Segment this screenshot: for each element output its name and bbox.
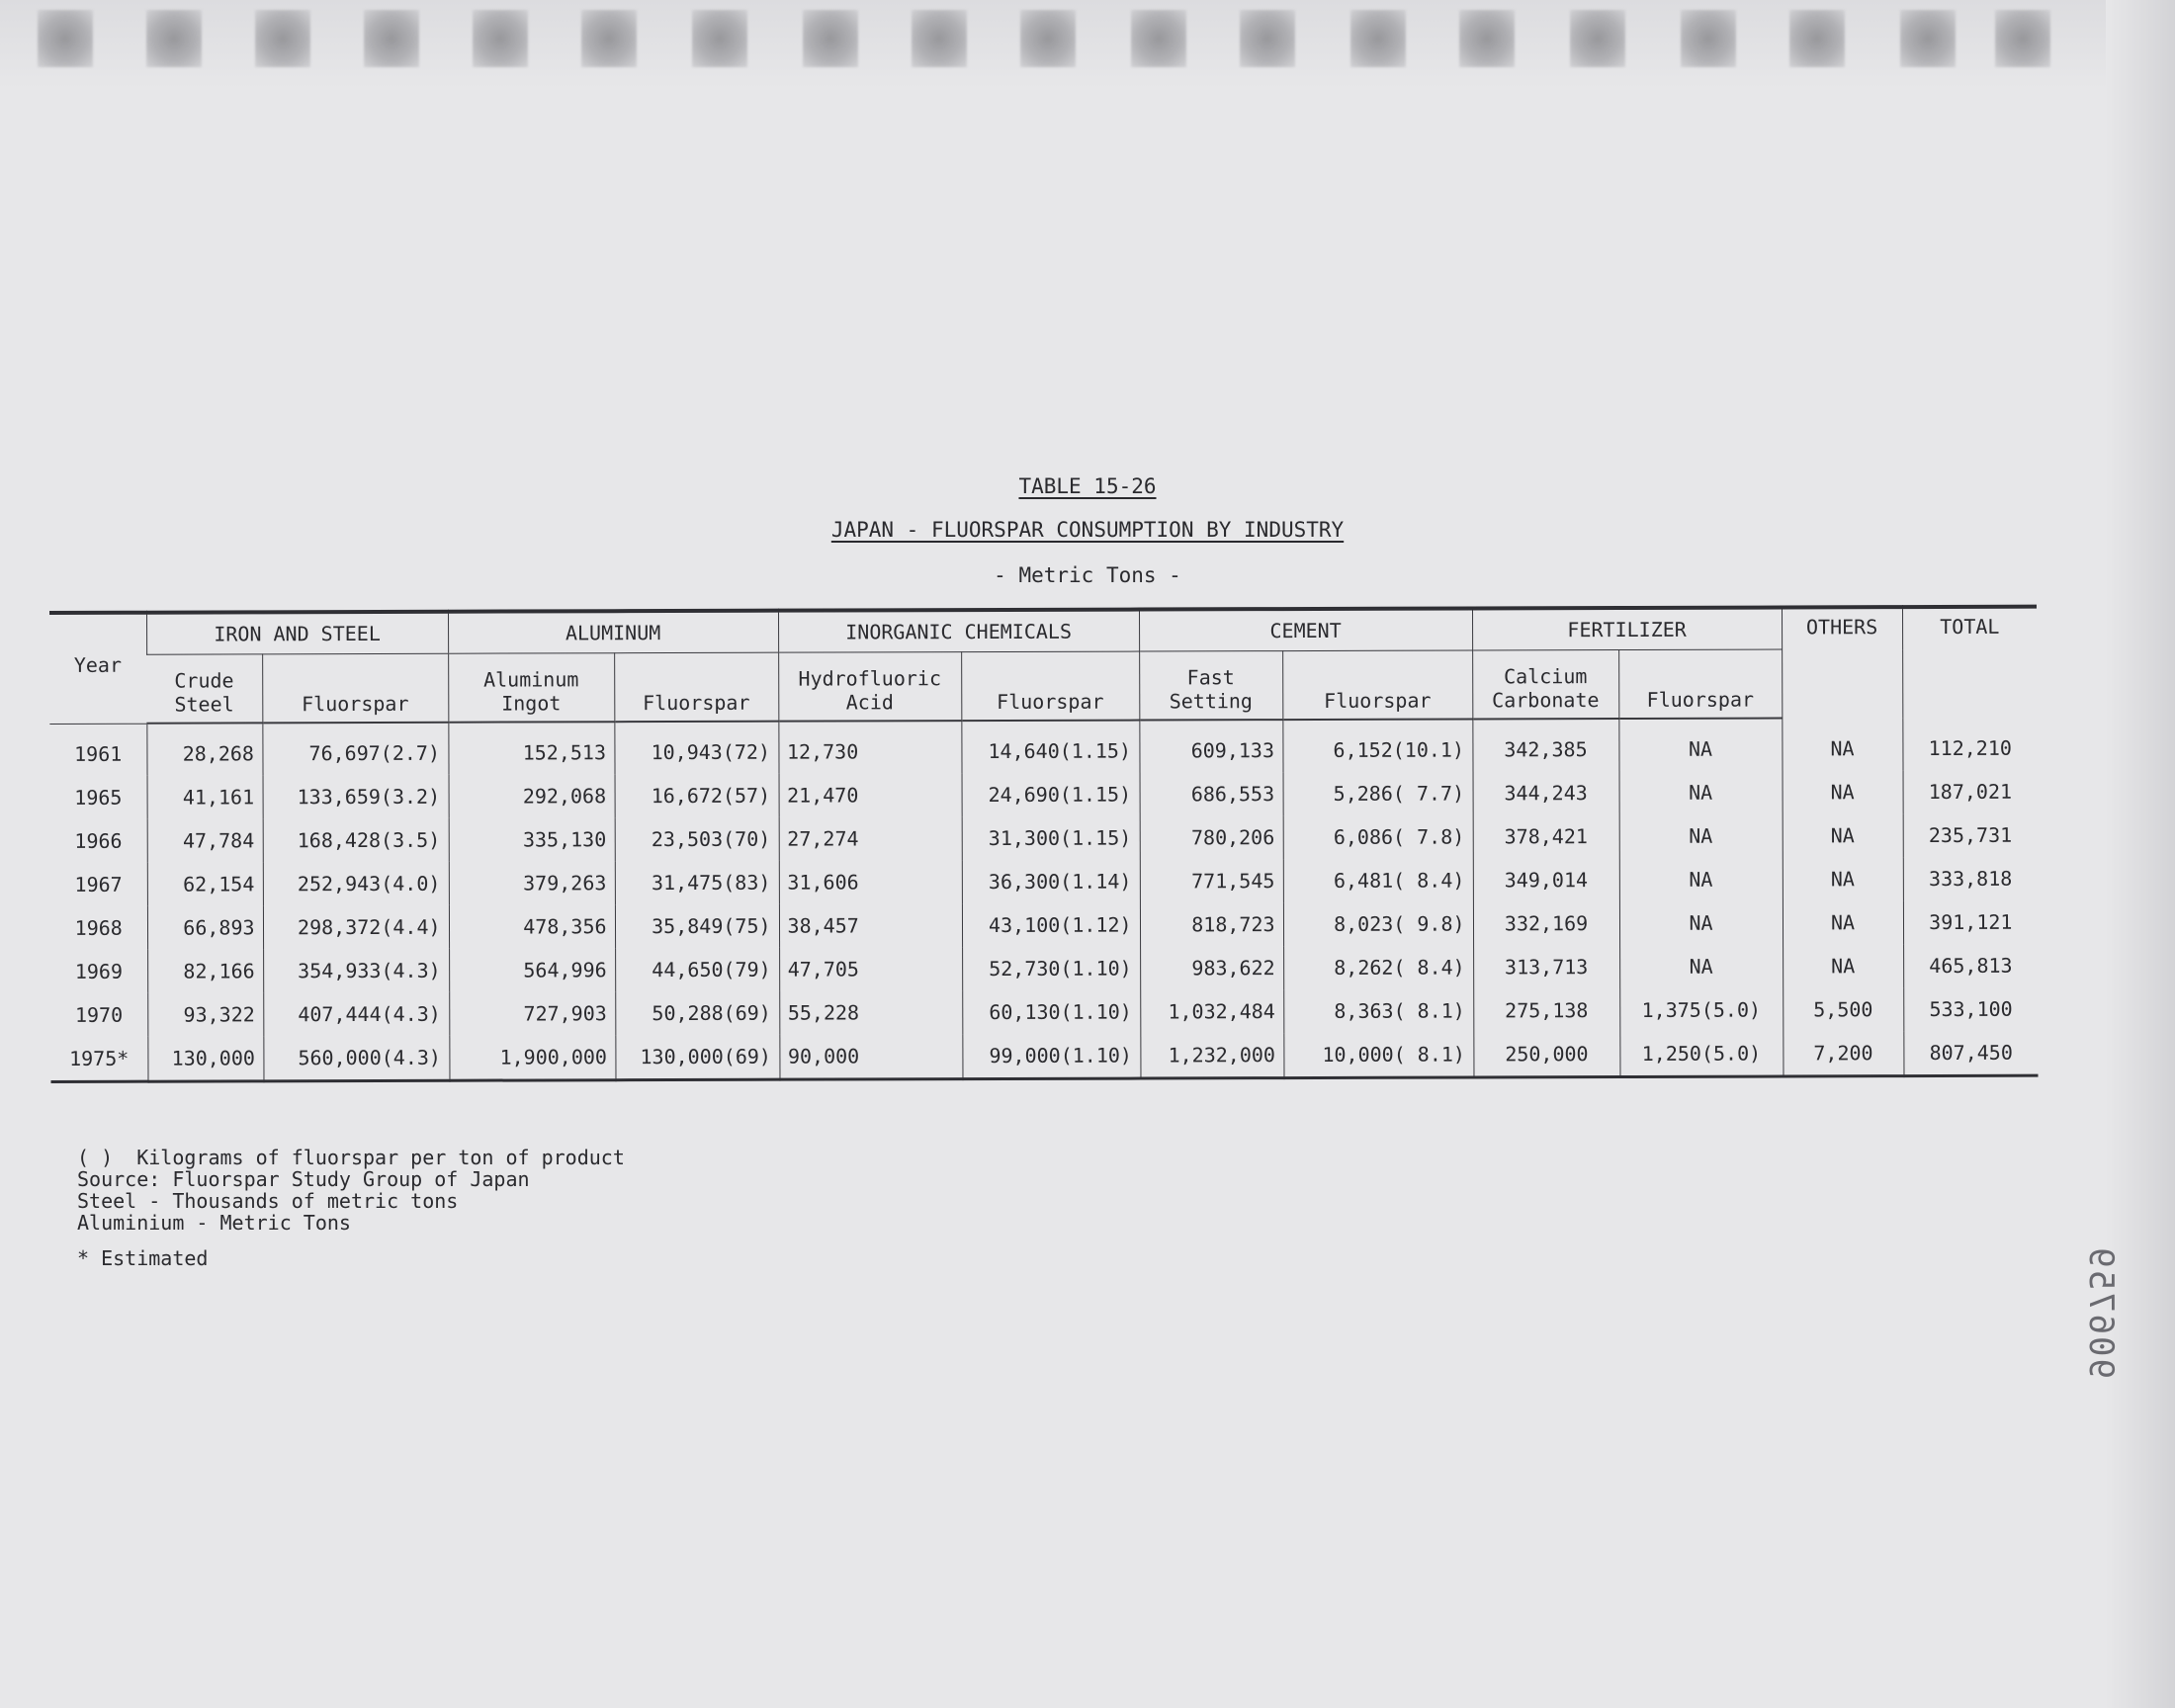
cell-steel-fluorspar: 133,659(3.2): [263, 775, 449, 819]
cell-hydrofluoric-acid: 31,606: [779, 860, 962, 904]
cell-calcium-carbonate: 349,014: [1473, 858, 1619, 901]
cell-calcium-carbonate: 332,169: [1473, 901, 1619, 945]
cell-calcium-carbonate: 378,421: [1473, 814, 1619, 858]
cell-cement-fluorspar: 8,262( 8.4): [1283, 945, 1473, 989]
note-aluminium-units: Aluminium - Metric Tons: [77, 1211, 351, 1235]
aluminum-ingot-header: Aluminum Ingot: [448, 653, 614, 723]
cell-cement-fluorspar: 10,000( 8.1): [1283, 1032, 1473, 1077]
table-title: JAPAN - FLUORSPAR CONSUMPTION BY INDUSTRY: [830, 518, 1345, 542]
cell-fert-fluorspar: 1,375(5.0): [1619, 987, 1783, 1032]
cell-steel-fluorspar: 76,697(2.7): [262, 723, 448, 776]
cell-others: 5,500: [1783, 987, 1903, 1031]
cell-total: 187,021: [1903, 770, 2038, 813]
table-notes: [77, 1147, 625, 1269]
cell-total: 112,210: [1902, 718, 2037, 770]
table-body: [49, 718, 2038, 1082]
table-row: [50, 813, 2038, 863]
cell-fert-fluorspar: NA: [1618, 718, 1782, 771]
cell-hydrofluoric-acid: 12,730: [778, 721, 961, 774]
cell-calcium-carbonate: 313,713: [1473, 945, 1619, 988]
fluorspar-table-wrapper: [49, 605, 2038, 1083]
fast-setting-header: Fast Setting: [1139, 651, 1282, 721]
cell-cement-fluorspar: 6,086( 7.8): [1283, 814, 1473, 859]
page-edge-shadow: [2106, 0, 2175, 1708]
cell-year: 1968: [74, 915, 123, 940]
cell-fert-fluorspar: NA: [1619, 770, 1783, 814]
cell-crude-steel: 93,322: [147, 992, 263, 1036]
aluminum-header: ALUMINUM: [448, 611, 778, 654]
table-row: [50, 900, 2038, 950]
table-units: - Metric Tons -: [994, 563, 1181, 587]
cell-fert-fluorspar: NA: [1619, 857, 1783, 901]
cell-total: 333,818: [1903, 857, 2038, 900]
cell-cement-fluorspar: 8,363( 8.1): [1283, 988, 1473, 1033]
cell-aluminum-ingot: 335,130: [449, 817, 615, 862]
cell-others: NA: [1783, 900, 1903, 944]
cell-calcium-carbonate: 344,243: [1473, 771, 1619, 814]
cell-aluminum-ingot: 152,513: [448, 722, 614, 775]
year-header: Year: [49, 613, 146, 724]
cell-year: 1967: [74, 872, 123, 897]
cell-steel-fluorspar: 298,372(4.4): [263, 905, 449, 950]
calcium-carbonate-header: Calcium Carbonate: [1472, 650, 1618, 720]
cell-fert-fluorspar: NA: [1619, 944, 1783, 988]
cell-chem-fluorspar: 43,100(1.12): [962, 903, 1140, 948]
cell-year: 1970: [74, 1002, 124, 1027]
cell-year: 1965: [74, 785, 123, 810]
cell-steel-fluorspar: 168,428(3.5): [263, 818, 449, 863]
cell-others: NA: [1783, 770, 1903, 813]
fluorspar-consumption-table: [49, 605, 2039, 1083]
cell-total: 807,450: [1903, 1031, 2038, 1076]
cell-steel-fluorspar: 354,933(4.3): [263, 949, 449, 993]
cell-fert-fluorspar: 1,250(5.0): [1619, 1031, 1783, 1076]
cement-header: CEMENT: [1139, 608, 1472, 651]
cell-fast-setting: 1,032,484: [1140, 989, 1283, 1033]
cell-hydrofluoric-acid: 47,705: [779, 947, 962, 991]
cell-aluminum-fluorspar: 16,672(57): [615, 774, 779, 818]
steel-fluorspar-header: Fluorspar: [262, 653, 448, 723]
cell-aluminum-fluorspar: 35,849(75): [615, 904, 779, 949]
sub-header-row: [49, 648, 2037, 724]
cell-calcium-carbonate: 342,385: [1472, 719, 1618, 771]
table-row: [49, 718, 2037, 776]
cell-aluminum-fluorspar: 50,288(69): [615, 991, 779, 1036]
note-estimated: * Estimated: [77, 1246, 209, 1270]
cell-fast-setting: 780,206: [1140, 815, 1283, 859]
cell-aluminum-ingot: 564,996: [449, 948, 615, 992]
note-parentheses: ( ) Kilograms of fluorspar per ton of product: [77, 1146, 625, 1169]
cell-others: 7,200: [1783, 1031, 1903, 1076]
cell-crude-steel: 47,784: [147, 818, 263, 862]
cell-aluminum-fluorspar: 44,650(79): [615, 948, 779, 992]
cell-crude-steel: 130,000: [147, 1036, 263, 1081]
cement-fluorspar-header: Fluorspar: [1282, 650, 1472, 720]
cell-fast-setting: 818,723: [1140, 902, 1283, 946]
cell-crude-steel: 28,268: [146, 723, 262, 775]
cell-calcium-carbonate: 250,000: [1473, 1032, 1619, 1077]
cell-year: 1975*: [69, 1046, 130, 1070]
cell-hydrofluoric-acid: 90,000: [779, 1034, 962, 1079]
cell-cement-fluorspar: 8,023( 9.8): [1283, 901, 1473, 946]
cell-total: 533,100: [1903, 987, 2038, 1031]
table-row: [50, 987, 2038, 1037]
aluminum-fluorspar-header: Fluorspar: [614, 652, 778, 722]
cell-aluminum-fluorspar: 31,475(83): [615, 861, 779, 905]
cell-chem-fluorspar: 24,690(1.15): [962, 773, 1140, 817]
cell-cement-fluorspar: 5,286( 7.7): [1283, 771, 1473, 815]
cell-total: 465,813: [1903, 944, 2038, 987]
cell-others: NA: [1783, 857, 1903, 900]
cell-steel-fluorspar: 407,444(4.3): [263, 992, 449, 1037]
cell-hydrofluoric-acid: 21,470: [779, 773, 962, 817]
others-header: OTHERS: [1782, 607, 1902, 718]
cell-fert-fluorspar: NA: [1619, 813, 1783, 858]
cell-chem-fluorspar: 36,300(1.14): [962, 860, 1140, 904]
cell-aluminum-ingot: 292,068: [449, 774, 615, 818]
cell-cement-fluorspar: 6,481( 8.4): [1283, 858, 1473, 902]
cell-chem-fluorspar: 60,130(1.10): [962, 990, 1140, 1035]
cell-chem-fluorspar: 99,000(1.10): [962, 1034, 1140, 1079]
cell-fast-setting: 983,622: [1140, 946, 1283, 989]
cell-aluminum-fluorspar: 130,000(69): [615, 1035, 779, 1080]
inorganic-chemicals-header: INORGANIC CHEMICALS: [778, 610, 1139, 653]
cell-steel-fluorspar: 560,000(4.3): [263, 1036, 449, 1081]
cell-year: 1966: [74, 828, 123, 853]
cell-hydrofluoric-acid: 55,228: [779, 990, 962, 1035]
table-row: [50, 944, 2038, 993]
note-source: Source: Fluorspar Study Group of Japan: [77, 1167, 530, 1191]
cell-crude-steel: 82,166: [147, 949, 263, 992]
cell-hydrofluoric-acid: 38,457: [779, 903, 962, 948]
crude-steel-header: Crude Steel: [146, 654, 262, 724]
cell-cement-fluorspar: 6,152(10.1): [1282, 719, 1472, 772]
cell-aluminum-ingot: 478,356: [449, 904, 615, 949]
cell-crude-steel: 66,893: [147, 905, 263, 949]
cell-others: NA: [1783, 944, 1903, 987]
cell-steel-fluorspar: 252,943(4.0): [263, 862, 449, 906]
note-steel-units: Steel - Thousands of metric tons: [77, 1189, 459, 1213]
cell-hydrofluoric-acid: 27,274: [779, 816, 962, 861]
cell-others: NA: [1783, 813, 1903, 857]
cell-fast-setting: 609,133: [1139, 720, 1282, 772]
chem-fluorspar-header: Fluorspar: [961, 651, 1139, 721]
cell-calcium-carbonate: 275,138: [1473, 988, 1619, 1032]
iron-steel-header: IRON AND STEEL: [146, 612, 448, 654]
cell-aluminum-ingot: 1,900,000: [449, 1035, 615, 1080]
table-row: [50, 1031, 2038, 1082]
hydrofluoric-acid-header: Hydrofluoric Acid: [778, 652, 961, 722]
cell-aluminum-ingot: 727,903: [449, 991, 615, 1036]
cell-year: 1969: [74, 959, 124, 983]
margin-document-number: 906759: [2081, 1245, 2121, 1379]
cell-chem-fluorspar: 14,640(1.15): [961, 721, 1139, 774]
fertilizer-header: FERTILIZER: [1472, 607, 1782, 649]
fert-fluorspar-header: Fluorspar: [1618, 649, 1782, 719]
table-row: [50, 770, 2038, 819]
cell-fert-fluorspar: NA: [1619, 900, 1783, 945]
cell-chem-fluorspar: 52,730(1.10): [962, 947, 1140, 991]
cell-total: 391,121: [1903, 900, 2038, 944]
cell-fast-setting: 686,553: [1140, 772, 1283, 815]
cell-fast-setting: 771,545: [1140, 859, 1283, 902]
cell-aluminum-ingot: 379,263: [449, 861, 615, 905]
cell-year: 1961: [74, 741, 123, 766]
punch-hole-strip: [0, 0, 2175, 89]
cell-crude-steel: 62,154: [147, 862, 263, 905]
cell-aluminum-fluorspar: 10,943(72): [614, 722, 778, 775]
cell-total: 235,731: [1903, 813, 2038, 857]
table-row: [50, 857, 2038, 906]
table-number: TABLE 15-26: [1018, 474, 1157, 498]
cell-others: NA: [1782, 718, 1902, 770]
cell-aluminum-fluorspar: 23,503(70): [615, 817, 779, 862]
cell-chem-fluorspar: 31,300(1.15): [962, 816, 1140, 861]
cell-fast-setting: 1,232,000: [1140, 1033, 1283, 1078]
group-header-row: [49, 607, 2037, 655]
cell-crude-steel: 41,161: [147, 775, 263, 818]
total-header: TOTAL: [1902, 607, 2037, 718]
